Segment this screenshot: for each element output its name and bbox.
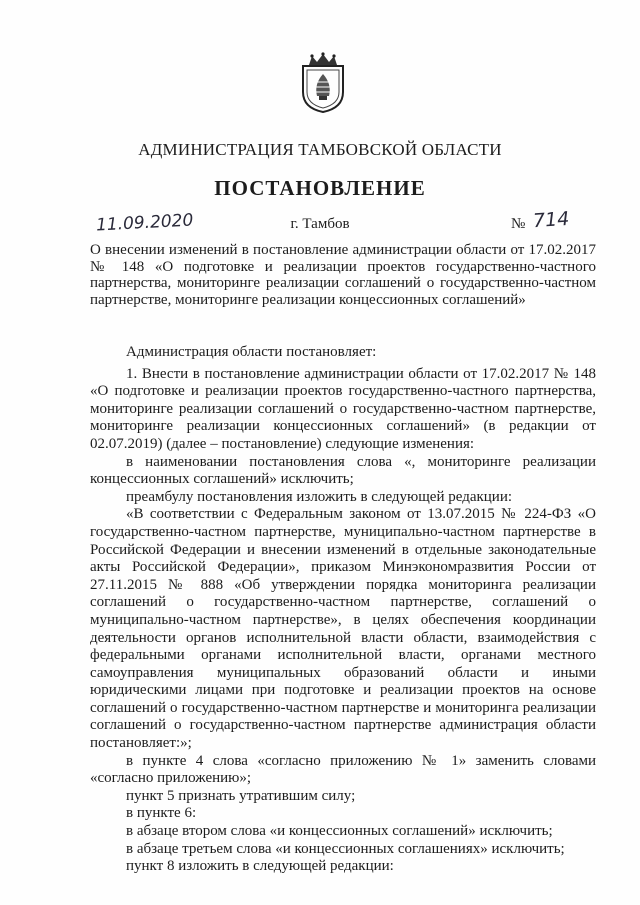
- document-type: ПОСТАНОВЛЕНИЕ: [214, 176, 426, 200]
- body-paragraph: в пункте 6:: [126, 805, 197, 822]
- body-paragraph: 1. Внести в постановление администрации области от 17.02.2017 № 148 «О подготовке и реализации проектов государственно-частного партнерства, мониторинге реализации соглашений о государственно-частном партнерстве, мониторинге реализации концессионных соглашений» (в редакции от 02.07.2019) (далее – постановление) следующие изменения:: [90, 365, 596, 452]
- body-paragraph: «В соответствии с Федеральным законом от 13.07.2015 № 224-ФЗ «О государственно-частном партнерстве, муниципально-частном партнерстве в Российской Федерации и внесении изменений в отдельные законодательные акты Российской Федерации», приказом Минэкономразвития России от 27.11.2015 № 888 «Об утверждении порядка мониторинга реализации соглашений о государственно-частном партнерстве, соглашений о муниципально-частном партнерстве», в целях обеспечения координации деятельности органов исполнительной власти области, взаимодействия с федеральными органами исполнительной власти, органами местного самоуправления муниципальных образований области и иными юридическими лицами при подготовке и реализации проектов на основе соглашений о государственно-частном партнерстве и мониторинга реализации соглашений о государственно-частном партнерстве администрация области постановляет:»;: [90, 506, 596, 752]
- document-body: [90, 344, 596, 876]
- city: г. Тамбов: [290, 216, 350, 232]
- document-date: 11.09.2020: [95, 210, 194, 236]
- body-paragraph: Администрация области постановляет:: [126, 344, 377, 360]
- document-subject: О внесении изменений в постановление администрации области от 17.02.2017 № 148 «О подготовке и реализации проектов государственно-частного партнерства, мониторинге реализации соглашений о государственно-частном партнерстве, мониторинге реализации концессионных соглашений»: [90, 242, 596, 308]
- body-paragraph: в абзаце третьем слова «и концессионных соглашениях» исключить;: [126, 840, 565, 857]
- body-paragraph: пункт 5 признать утратившим силу;: [126, 787, 356, 804]
- body-paragraph: в наименовании постановления слова «, мониторинге реализации концессионных соглашений» исключить;: [90, 453, 596, 488]
- body-paragraph: пункт 8 изложить в следующей редакции:: [126, 858, 394, 875]
- document-number: 714: [532, 207, 570, 233]
- number-sign: №: [511, 216, 526, 232]
- organization-name: АДМИНИСТРАЦИЯ ТАМБОВСКОЙ ОБЛАСТИ: [138, 140, 502, 159]
- coat-of-arms-icon: [299, 52, 347, 114]
- body-paragraph: в абзаце втором слова «и концессионных соглашений» исключить;: [126, 823, 553, 840]
- body-paragraph: в пункте 4 слова «согласно приложению № 1» заменить словами «согласно приложению»;: [90, 752, 596, 787]
- body-paragraph: преамбулу постановления изложить в следующей редакции:: [126, 488, 513, 505]
